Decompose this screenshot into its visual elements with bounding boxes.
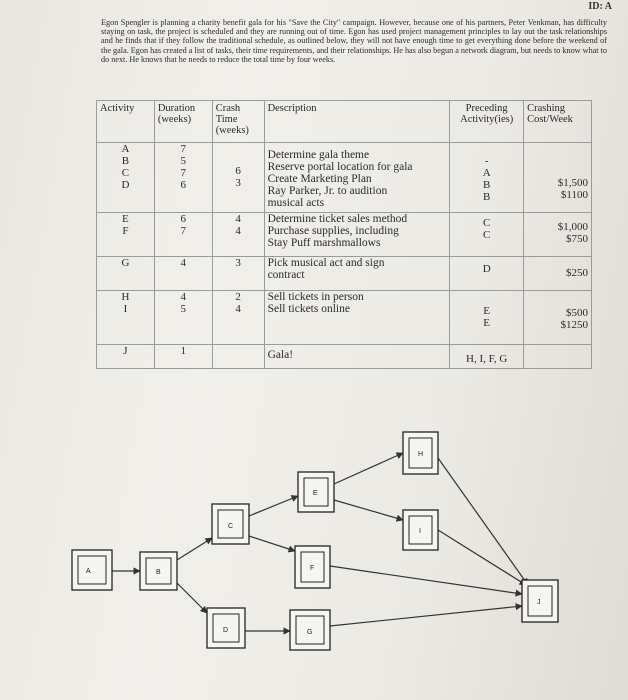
activity-i: I bbox=[123, 303, 128, 315]
description-d-cont: musical acts bbox=[267, 197, 325, 209]
preceding-f: C bbox=[482, 229, 491, 241]
diagram-nodes bbox=[72, 432, 558, 650]
preceding-j: H, I, F, G bbox=[466, 353, 508, 365]
duration-b: 5 bbox=[180, 155, 186, 167]
preceding-cell bbox=[450, 291, 524, 345]
node-label-c: C bbox=[228, 523, 234, 530]
description-g-cont: contract bbox=[267, 269, 305, 281]
duration-cell bbox=[154, 213, 212, 257]
arrow-b-c bbox=[177, 538, 212, 560]
preceding-h: E bbox=[483, 305, 491, 317]
preceding-c: B bbox=[482, 179, 491, 191]
activity-a: A bbox=[121, 143, 130, 155]
cost-cell bbox=[524, 345, 592, 369]
duration-c: 7 bbox=[180, 167, 186, 179]
activity-j: J bbox=[123, 345, 128, 357]
header-activity: Activity bbox=[97, 101, 155, 143]
description-f: Purchase supplies, including bbox=[267, 225, 399, 237]
preceding-a: - bbox=[484, 155, 489, 167]
description-a: Determine gala theme bbox=[267, 149, 370, 161]
description-h: Sell tickets in person bbox=[267, 291, 364, 303]
preceding-cell bbox=[450, 345, 524, 369]
activity-cell bbox=[97, 213, 155, 257]
duration-j: 1 bbox=[180, 345, 186, 357]
activity-e: E bbox=[122, 213, 129, 225]
description-cell bbox=[264, 143, 450, 213]
node-label-i: I bbox=[419, 528, 421, 535]
table-row bbox=[97, 257, 592, 291]
node-label-j: J bbox=[537, 599, 541, 606]
cost-e: $1,000 bbox=[557, 221, 588, 233]
crash-cell bbox=[212, 213, 264, 257]
activity-h: H bbox=[121, 291, 130, 303]
crash-d: 3 bbox=[235, 177, 241, 189]
node-label-b: B bbox=[156, 569, 161, 576]
intro-paragraph: Egon Spengler is planning a charity benefit gala for his "Save the City" campaign. However, because one of his partners, Peter Venkman, has difficulty staying on task, the project is scheduled and they are running out of time. Egon has used project management principles to lay out the task relationships and he finds that if they follow the traditional schedule, as outlined below, they will not have enough time to get everything done before the weekend of the gala. Egon has created a list of tasks, their time requirements, and their relationships. He has also begun a network diagram, but needs to know what to do next. He knows that he needs to reduce the total time by four weeks. bbox=[101, 18, 607, 64]
duration-g: 4 bbox=[180, 257, 186, 269]
duration-cell bbox=[154, 257, 212, 291]
table-row bbox=[97, 291, 592, 345]
duration-cell bbox=[154, 291, 212, 345]
node-a bbox=[72, 550, 112, 590]
crash-f: 4 bbox=[235, 225, 241, 237]
description-i: Sell tickets online bbox=[267, 303, 350, 315]
header-preceding: Preceding Activity(ies) bbox=[450, 101, 524, 143]
description-g: Pick musical act and sign bbox=[267, 257, 385, 269]
crash-cell bbox=[212, 257, 264, 291]
activity-b: B bbox=[121, 155, 130, 167]
preceding-cell bbox=[450, 143, 524, 213]
crash-cell bbox=[212, 291, 264, 345]
preceding-cell bbox=[450, 257, 524, 291]
duration-a: 7 bbox=[180, 143, 186, 155]
duration-d: 6 bbox=[180, 179, 186, 191]
preceding-i: E bbox=[483, 317, 491, 329]
description-e: Determine ticket sales method bbox=[267, 213, 408, 225]
description-cell bbox=[264, 291, 450, 345]
cost-c: $1,500 bbox=[557, 177, 588, 189]
description-cell bbox=[264, 213, 450, 257]
header-duration: Duration (weeks) bbox=[154, 101, 212, 143]
description-c: Create Marketing Plan bbox=[267, 173, 372, 185]
crash-e: 4 bbox=[235, 213, 241, 225]
activity-cell bbox=[97, 143, 155, 213]
duration-h: 4 bbox=[180, 291, 186, 303]
header-crashing-cost: Crashing Cost/Week bbox=[524, 101, 592, 143]
description-d: Ray Parker, Jr. to audition bbox=[267, 185, 388, 197]
preceding-cell bbox=[450, 213, 524, 257]
arrow-g-j bbox=[330, 606, 522, 626]
activity-c: C bbox=[121, 167, 130, 179]
task-table bbox=[96, 100, 592, 369]
description-f-cont: Stay Puff marshmallows bbox=[267, 237, 381, 249]
node-label-a: A bbox=[86, 568, 91, 575]
arrow-e-h bbox=[334, 453, 403, 484]
cost-cell bbox=[524, 257, 592, 291]
crash-cell bbox=[212, 143, 264, 213]
arrow-c-f bbox=[249, 536, 295, 551]
activity-cell bbox=[97, 345, 155, 369]
cost-cell bbox=[524, 213, 592, 257]
cost-i: $1250 bbox=[560, 319, 588, 331]
header-crash-time: Crash Time (weeks) bbox=[212, 101, 264, 143]
crash-h: 2 bbox=[235, 291, 241, 303]
arrow-i-j bbox=[438, 530, 526, 585]
cost-d: $1100 bbox=[560, 189, 588, 201]
table-header-row bbox=[97, 101, 592, 143]
cost-cell bbox=[524, 291, 592, 345]
arrow-f-j bbox=[330, 566, 522, 594]
cost-g: $250 bbox=[566, 267, 588, 279]
arrow-c-e bbox=[249, 496, 298, 516]
id-label: ID: A bbox=[588, 1, 612, 12]
arrow-b-d bbox=[177, 583, 207, 613]
cost-j bbox=[527, 345, 588, 357]
cost-h: $500 bbox=[566, 307, 588, 319]
node-label-h: H bbox=[418, 451, 424, 458]
node-label-d: D bbox=[223, 627, 229, 634]
preceding-d: B bbox=[482, 191, 491, 203]
arrow-e-i bbox=[334, 500, 403, 520]
node-label-f: F bbox=[310, 565, 315, 572]
description-cell bbox=[264, 257, 450, 291]
activity-g: G bbox=[121, 257, 130, 269]
description-b: Reserve portal location for gala bbox=[267, 161, 413, 173]
duration-f: 7 bbox=[180, 225, 186, 237]
table-row bbox=[97, 143, 592, 213]
header-description: Description bbox=[264, 101, 450, 143]
preceding-b: A bbox=[482, 167, 491, 179]
activity-f: F bbox=[122, 225, 129, 237]
crash-c: 6 bbox=[235, 165, 241, 177]
activity-cell bbox=[97, 257, 155, 291]
preceding-e: C bbox=[482, 217, 491, 229]
duration-e: 6 bbox=[180, 213, 186, 225]
crash-i: 4 bbox=[235, 303, 241, 315]
description-cell bbox=[264, 345, 450, 369]
description-j: Gala! bbox=[267, 349, 294, 361]
table-row bbox=[97, 345, 592, 369]
cost-f: $750 bbox=[566, 233, 588, 245]
node-label-e: E bbox=[313, 490, 318, 497]
duration-cell bbox=[154, 345, 212, 369]
network-diagram bbox=[0, 420, 628, 700]
duration-i: 5 bbox=[180, 303, 186, 315]
crash-j bbox=[216, 345, 261, 357]
activity-d: D bbox=[121, 179, 130, 191]
activity-cell bbox=[97, 291, 155, 345]
node-label-g: G bbox=[307, 629, 313, 636]
cost-cell bbox=[524, 143, 592, 213]
table-row bbox=[97, 213, 592, 257]
crash-g: 3 bbox=[235, 257, 241, 269]
preceding-g: D bbox=[482, 263, 491, 275]
arrow-h-j bbox=[438, 458, 528, 585]
crash-cell bbox=[212, 345, 264, 369]
duration-cell bbox=[154, 143, 212, 213]
